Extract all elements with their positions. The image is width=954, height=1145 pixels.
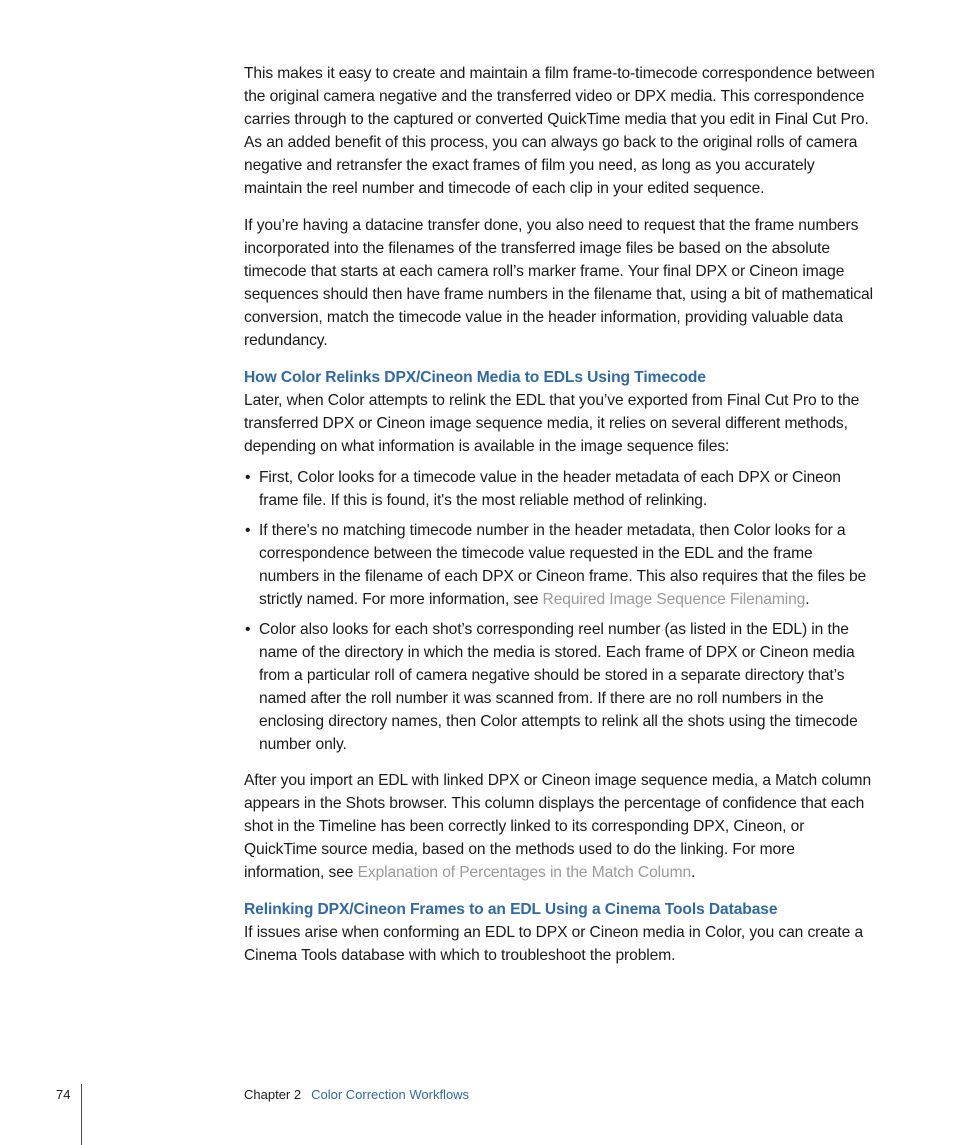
list-item-text: First, Color looks for a timecode value in the header metadata of each DPX or Cineon frame file. If this is found, it's the most reliable method of relinking. [259, 469, 841, 509]
body-paragraph-4-end: . [691, 864, 696, 881]
list-item-text-end: . [805, 591, 810, 608]
bullet-icon: • [245, 621, 251, 638]
body-paragraph-2: If you’re having a datacine transfer done, you also need to request that the frame numbers incorporated into the filenames of the transferred image files be based on the absolute timecode that starts at each camera roll’s marker frame. Your final DPX or Cineon image sequences should then have frame numbers in the filename that, using a bit of mathematical conversion, match the timecode value in the header information, providing valuable data redundancy. [244, 217, 873, 349]
chapter-label: Chapter 2 [244, 1087, 302, 1102]
body-paragraph-4 [244, 769, 876, 884]
page-number: 74 [56, 1087, 71, 1102]
section-heading-relink-timecode: How Color Relinks DPX/Cineon Media to EDLs Using Timecode [244, 369, 706, 386]
list-item-text: If there's no matching timecode number in the header metadata, then Color looks for a correspondence between the timecode value requested in the EDL and the frame numbers in the filename of each DPX or Cineon frame. This also requires that the files be strictly named. For more information, see [259, 522, 867, 608]
chapter-title-link[interactable]: Color Correction Workflows [311, 1087, 470, 1102]
link-required-image-sequence-filenaming[interactable]: Required Image Sequence Filenaming [542, 591, 806, 608]
list-item [244, 466, 876, 512]
page-body [244, 62, 876, 967]
footer-chapter [244, 1086, 469, 1104]
list-item-text: Color also looks for each shot’s corresponding reel number (as listed in the EDL) in the name of the directory in which the media is stored. Each frame of DPX or Cineon media from a particular roll of camera negative should be stored in a separate directory that’s named after the roll number it was scanned from. If there are no roll numbers in the enclosing directory names, then Color attempts to relink all the shots using the timecode number only. [259, 621, 858, 753]
list-item [244, 519, 876, 611]
section-heading-cinema-tools: Relinking DPX/Cineon Frames to an EDL Using a Cinema Tools Database [244, 901, 778, 918]
body-paragraph-5: If issues arise when conforming an EDL to DPX or Cineon media in Color, you can create a Cinema Tools database with which to troubleshoot the problem. [244, 924, 864, 964]
bullet-list [244, 466, 876, 756]
footer-divider [81, 1084, 82, 1145]
body-paragraph-1: This makes it easy to create and maintain a film frame-to-timecode correspondence between the original camera negative and the transferred video or DPX media. This correspondence carries through to the captured or converted QuickTime media that you edit in Final Cut Pro. As an added benefit of this process, you can always go back to the original rolls of camera negative and retransfer the exact frames of film you need, as long as you accurately maintain the reel number and timecode of each clip in your edited sequence. [244, 65, 875, 197]
list-item [244, 618, 876, 756]
body-paragraph-3: Later, when Color attempts to relink the EDL that you’ve exported from Final Cut Pro to the transferred DPX or Cineon image sequence media, it relies on several different methods, depending on what information is available in the image sequence files: [244, 392, 860, 455]
bullet-icon: • [245, 469, 251, 486]
bullet-icon: • [245, 522, 251, 539]
link-explanation-of-percentages[interactable]: Explanation of Percentages in the Match Column [357, 864, 692, 881]
body-paragraph-4-text: After you import an EDL with linked DPX or Cineon image sequence media, a Match column appears in the Shots browser. This column displays the percentage of confidence that each shot in the Timeline has been correctly linked to its corresponding DPX, Cineon, or QuickTime source media, based on the methods used to do the linking. For more information, see [244, 772, 872, 881]
